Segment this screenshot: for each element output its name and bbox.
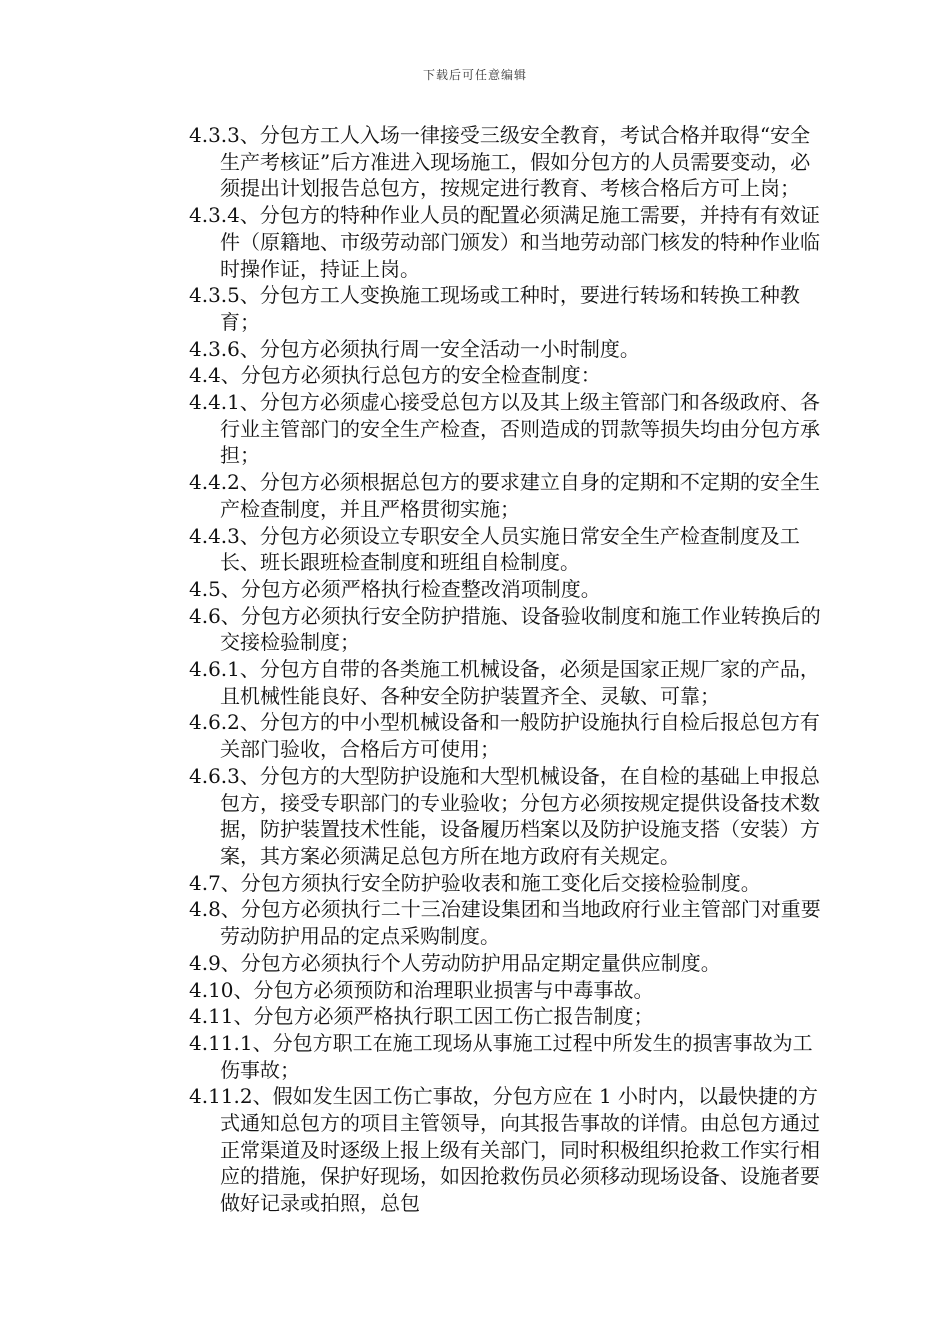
paragraph: 4.3.3、分包方工人入场一律接受三级安全教育，考试合格并取得“安全生产考核证”后方准进入现场施工，假如分包方的人员需要变动，必须提出计划报告总包方，按规定进行教育、考核合格后方可上岗；: [189, 123, 811, 201]
paragraph: 4.4.2、分包方必须根据总包方的要求建立自身的定期和不定期的安全生产检查制度，并且严格贯彻实施；: [189, 470, 820, 521]
paragraph: 4.4.3、分包方必须设立专职安全人员实施日常安全生产检查制度及工长、班长跟班检查制度和班组自检制度。: [189, 523, 800, 575]
document-body: [189, 122, 829, 1217]
paragraph: 4.6.2、分包方的中小型机械设备和一般防护设施执行自检后报总包方有关部门验收，合格后方可使用；: [189, 710, 820, 762]
page-header: 下载后可任意编辑: [422, 68, 527, 82]
paragraph: 4.6、分包方必须执行安全防护措施、设备验收制度和施工作业转换后的交接检验制度；: [189, 603, 821, 655]
paragraph: 4.5、分包方必须严格执行检查整改消项制度。: [189, 576, 601, 601]
paragraph: 4.9、分包方必须执行个人劳动防护用品定期定量供应制度。: [189, 950, 721, 975]
paragraph: 4.6.3、分包方的大型防护设施和大型机械设备，在自检的基础上申报总包方，接受专职部门的专业验收；分包方必须按规定提供设备技术数据，防护装置技术性能，设备履历档案以及防护设施支搭（安装）方案，其方案必须满足总包方所在地方政府有关规定。: [189, 763, 820, 868]
paragraph: 4.11、分包方必须严格执行职工因工伤亡报告制度；: [189, 1004, 654, 1029]
paragraph: 4.8、分包方必须执行二十三冶建设集团和当地政府行业主管部门对重要劳动防护用品的定点采购制度。: [189, 897, 821, 949]
paragraph: 4.3.4、分包方的特种作业人员的配置必须满足施工需要，并持有有效证件（原籍地、市级劳动部门颁发）和当地劳动部门核发的特种作业临时操作证，持证上岗。: [189, 203, 820, 281]
paragraph: 4.4、分包方必须执行总包方的安全检查制度：: [189, 363, 601, 388]
paragraph: 4.4.1、分包方必须虚心接受总包方以及其上级主管部门和各级政府、各行业主管部门的安全生产检查，否则造成的罚款等损失均由分包方承担；: [189, 390, 820, 468]
paragraph: 4.3.6、分包方必须执行周一安全活动一小时制度。: [189, 336, 640, 361]
paragraph: 4.11.2、假如发生因工伤亡事故，分包方应在 1 小时内，以最快捷的方式通知总包方的项目主管领导，向其报告事故的详情。由总包方通过正常渠道及时逐级上报上级有关部门，同时积极组织抢救工作实行相应的措施，保护好现场，如因抢救伤员必须移动现场设备、设施者要做好记录或拍照，总包: [189, 1084, 820, 1216]
paragraph: 4.7、分包方须执行安全防护验收表和施工变化后交接检验制度。: [189, 870, 761, 895]
paragraph: 4.3.5、分包方工人变换施工现场或工种时，要进行转场和转换工种教育；: [189, 283, 800, 334]
paragraph: 4.10、分包方必须预防和治理职业损害与中毒事故。: [189, 977, 654, 1002]
paragraph: 4.6.1、分包方自带的各类施工机械设备，必须是国家正规厂家的产品，且机械性能良好、各种安全防护装置齐全、灵敏、可靠；: [189, 657, 820, 708]
paragraph: 4.11.1、分包方职工在施工现场从事施工过程中所发生的损害事故为工伤事故；: [189, 1030, 813, 1082]
